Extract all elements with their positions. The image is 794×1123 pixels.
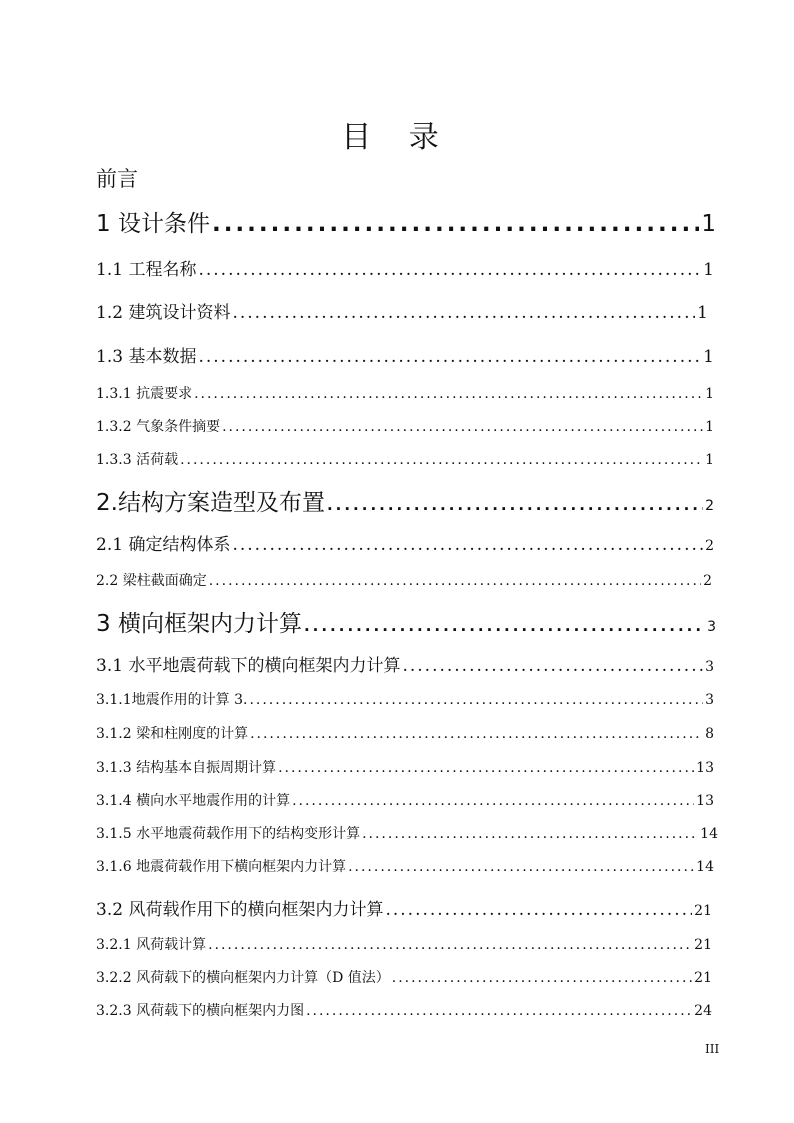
toc-entry-label: 1.3 基本数据 xyxy=(96,347,197,367)
toc-leader-dots xyxy=(385,900,692,920)
toc-entry xyxy=(96,255,714,280)
toc-leader-dots xyxy=(180,452,703,468)
toc-entry-label: 3.1 水平地震荷载下的横向框架内力计算 xyxy=(96,656,401,676)
toc-entry-page: 14 xyxy=(696,859,714,875)
toc-entry-label: 1.2 建筑设计资料 xyxy=(96,303,231,323)
toc-entry-page: 3 xyxy=(705,659,714,675)
toc-entry xyxy=(96,823,718,843)
toc-leader-dots xyxy=(362,826,698,842)
toc-leader-dots xyxy=(222,419,703,435)
toc-leader-dots xyxy=(208,937,692,953)
preface-heading: 前言 xyxy=(96,167,138,191)
toc-leader-dots xyxy=(278,760,694,776)
toc-entry xyxy=(96,856,714,876)
toc-entry-label: 3.1.6 地震荷载作用下横向框架内力计算 xyxy=(96,859,347,875)
toc-entry xyxy=(96,689,714,709)
toc-entry-page: 13 xyxy=(696,760,714,776)
page-number: III xyxy=(705,1042,720,1056)
toc-entry xyxy=(96,895,712,920)
toc-entry xyxy=(96,1000,712,1020)
toc-entry-label: 2.结构方案造型及布置 xyxy=(96,490,325,516)
toc-leader-dots xyxy=(304,617,705,635)
toc-leader-dots xyxy=(198,260,701,280)
toc-entry-label: 3.2.1 风荷载计算 xyxy=(96,937,207,953)
toc-leader-dots xyxy=(194,386,703,402)
toc-leader-dots xyxy=(250,726,703,742)
toc-entry-label: 1.3.2 气象条件摘要 xyxy=(96,419,221,435)
toc-entry-page: 13 xyxy=(696,793,714,809)
toc-leader-dots xyxy=(392,970,692,986)
toc-entry xyxy=(96,605,716,638)
toc-entry-page: 21 xyxy=(694,903,712,919)
toc-entry-label: 1.1 工程名称 xyxy=(96,260,197,280)
toc-title: 目 录 xyxy=(341,120,453,155)
toc-entry-page: 14 xyxy=(700,826,718,842)
toc-entry xyxy=(96,651,714,676)
toc-entry-label: 3.1.5 水平地震荷载作用下的结构变形计算 xyxy=(96,826,361,842)
toc-entry xyxy=(96,967,712,987)
toc-entry xyxy=(96,934,712,954)
toc-entry-page: 1 xyxy=(705,386,714,402)
toc-entry-page: 3 xyxy=(707,619,716,635)
toc-entry xyxy=(96,449,714,469)
toc-entry-label: 1.3.3 活荷载 xyxy=(96,452,179,468)
toc-leader-dots xyxy=(232,535,703,555)
toc-entry xyxy=(96,484,714,517)
toc-entry xyxy=(96,723,714,743)
toc-entry-label: 1.3.1 抗震要求 xyxy=(96,386,193,402)
toc-entry-label: 2.2 梁柱截面确定 xyxy=(96,573,207,589)
toc-entry-label: 3.1.1地震作用的计算 3. xyxy=(96,692,248,708)
toc-entry xyxy=(96,205,716,238)
toc-entry-page: 8 xyxy=(705,726,714,742)
toc-entry-page: 2 xyxy=(703,573,712,589)
toc-entry-label: 3.2 风荷载作用下的横向框架内力计算 xyxy=(96,900,384,920)
toc-leader-dots xyxy=(292,793,694,809)
toc-entry-label: 3.1.2 梁和柱刚度的计算 xyxy=(96,726,249,742)
toc-entry-label: 3 横向框架内力计算 xyxy=(96,611,302,637)
toc-entry-label: 3.1.3 结构基本自振周期计算 xyxy=(96,760,277,776)
toc-entry-page: 2 xyxy=(705,498,714,514)
toc-entry-page: 1 xyxy=(703,260,714,280)
toc-entry-label: 3.2.2 风荷载下的横向框架内力计算（D 值法） xyxy=(96,970,390,986)
toc-entry xyxy=(96,383,714,403)
toc-entry xyxy=(96,416,714,436)
toc-entry-page: 2 xyxy=(705,538,714,554)
toc-entry-page: 1 xyxy=(697,303,708,323)
toc-entry-page: 1 xyxy=(705,452,714,468)
toc-entry-page: 21 xyxy=(694,970,712,986)
toc-leader-dots xyxy=(232,303,695,323)
toc-leader-dots xyxy=(198,347,701,367)
toc-leader-dots xyxy=(212,211,699,237)
toc-leader-dots xyxy=(306,1003,692,1019)
toc-entry-label: 2.1 确定结构体系 xyxy=(96,535,231,555)
toc-leader-dots xyxy=(209,573,701,589)
toc-entry xyxy=(96,790,714,810)
toc-entry-page: 24 xyxy=(694,1003,712,1019)
toc-leader-dots xyxy=(348,859,694,875)
toc-entry xyxy=(96,757,714,777)
toc-leader-dots xyxy=(249,692,703,708)
toc-entry-page: 21 xyxy=(694,937,712,953)
toc-entry-page: 3 xyxy=(705,692,714,708)
toc-entry xyxy=(96,298,708,323)
toc-leader-dots xyxy=(327,496,703,514)
toc-entry-label: 1 设计条件 xyxy=(96,211,210,237)
toc-entry-page: 1 xyxy=(701,211,716,237)
toc-entry-page: 1 xyxy=(705,419,714,435)
toc-entry xyxy=(96,530,714,555)
toc-leader-dots xyxy=(402,656,703,676)
toc-entry xyxy=(96,342,714,367)
toc-entry-label: 3.2.3 风荷载下的横向框架内力图 xyxy=(96,1003,305,1019)
toc-entry xyxy=(96,570,712,590)
toc-entry-page: 1 xyxy=(703,347,714,367)
toc-entry-label: 3.1.4 横向水平地震作用的计算 xyxy=(96,793,291,809)
